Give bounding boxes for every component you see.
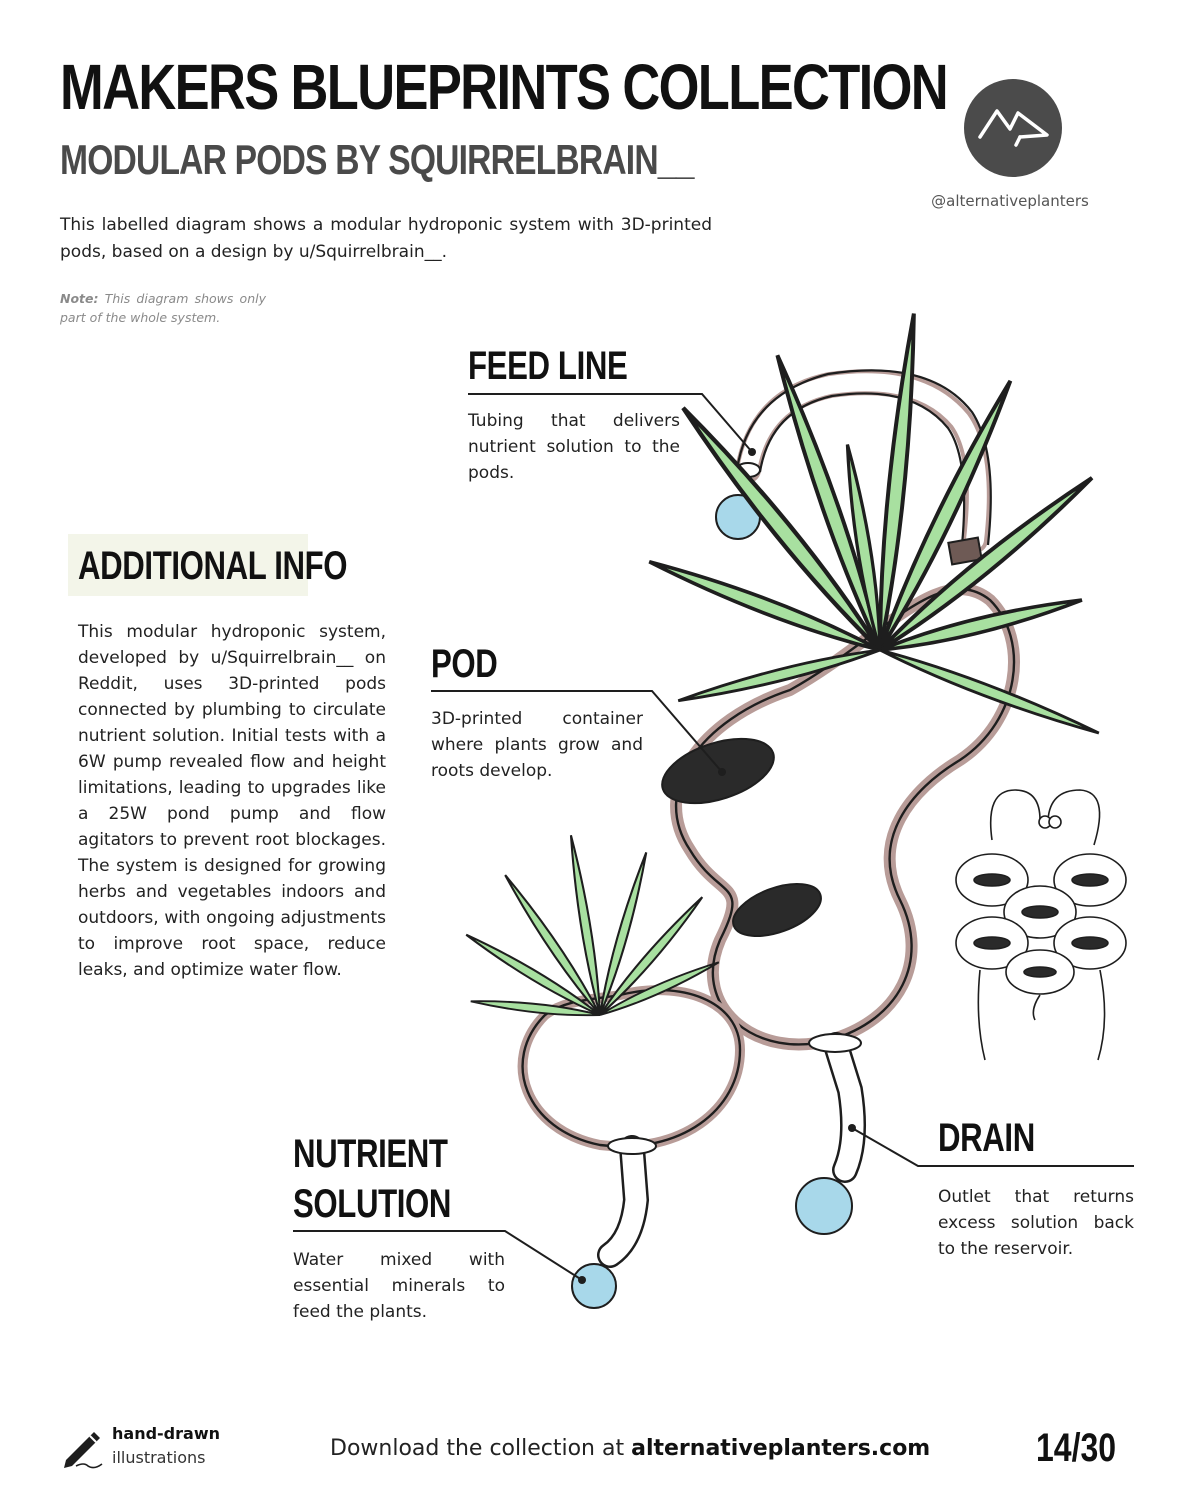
page-number: 14/30 [1036,1426,1117,1470]
nutrient-title-1: NUTRIENT [293,1132,448,1176]
pod-desc: 3D-printed container where plants grow and roots develop. [431,709,643,781]
nutrient-title-2: SOLUTION [293,1182,452,1226]
page-title: MAKERS BLUEPRINTS COLLECTION [60,51,948,123]
additional-info-title: ADDITIONAL INFO [78,544,348,588]
footer-hand-drawn: hand-drawn [112,1424,220,1443]
footer-download-link[interactable]: alternativeplanters.com [631,1436,931,1461]
page-subtitle: MODULAR PODS BY SQUIRRELBRAIN__ [60,136,694,183]
additional-info-body: This modular hydroponic system, developed by u/Squirrelbrain__ on Reddit, uses 3D-printed pods connected by plumbing to circulate nutrient solution. Initial tests with a 6W pump revealed flow and height limitations, leading to upgrades like a 25W pond pump and flow agitators to prevent root blockages. The system is designed for growing herbs and vegetables indoors and outdoors, with ongoing adjustments to improve root space, reduce leaks, and optimize water flow. [78,622,386,980]
lower-pod [523,990,740,1255]
nutrient-desc: Water mixed with essential minerals to feed the plants. [293,1250,505,1322]
drain-title: DRAIN [938,1116,1035,1160]
footer-illustrations: illustrations [112,1448,206,1467]
drain-desc: Outlet that returns excess solution back to the reservoir. [938,1187,1134,1259]
footer-download [330,1436,930,1461]
feed-line-title: FEED LINE [468,344,628,388]
brand-handle: @alternativeplanters [931,192,1089,210]
pod-title: POD [431,642,498,686]
note-label: Note: [60,291,99,306]
feed-line-desc: Tubing that delivers nutrient solution to the pods. [468,411,680,483]
system-thumbnail [956,790,1126,1060]
note-text: This diagram shows only part of the whole system. [60,291,267,325]
pencil-icon [58,1424,106,1472]
intro-text: This labelled diagram shows a modular hydroponic system with 3D-printed pods, based on a design by u/Squirrelbrain__. [60,215,712,262]
footer-download-prefix: Download the collection at [330,1436,625,1461]
